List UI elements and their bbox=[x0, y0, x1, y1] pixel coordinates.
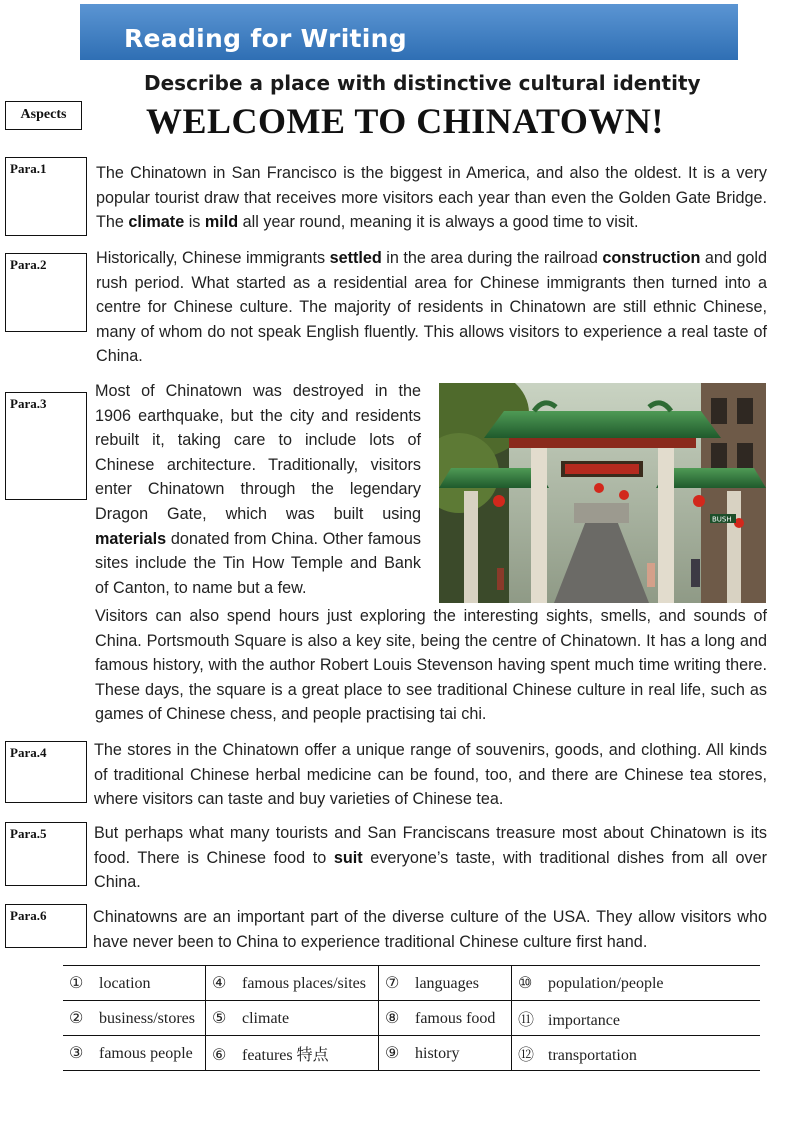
aspect-cell: ⑧ famous food bbox=[379, 1001, 512, 1036]
para-label-1: Para.1 bbox=[10, 161, 47, 176]
paragraph-3: Most of Chinatown was destroyed in the 1906 earthquake, but the city and residents rebuilt it, taking care to include lots of Chinese architecture. Traditionally, visitors enter Chinatown through the legendary Dragon Gate, which was built using materials donated from China. Other famous sites include the Tin How Temple and Bank of Canton, to name but a few. bbox=[95, 382, 421, 597]
para-label-4: Para.4 bbox=[10, 745, 47, 760]
paragraph-6: Chinatowns are an important part of the diverse culture of the USA. They allow visitors who have never been to China to experience traditional Chinese culture first hand. bbox=[93, 908, 767, 951]
aspect-cell: ⑦ languages bbox=[379, 966, 512, 1001]
aspects-table bbox=[63, 965, 760, 1071]
table-row bbox=[63, 1036, 760, 1071]
para-label-6: Para.6 bbox=[10, 908, 47, 923]
paragraph-1: The Chinatown in San Francisco is the biggest in America, and also the oldest. It is a very popular tourist draw that receives more visitors each year than even the Golden Gate Bridge. The climate is mild all year round, meaning it is always a good time to visit. bbox=[96, 164, 767, 232]
para-box-1[interactable] bbox=[5, 157, 87, 236]
paragraph-5: But perhaps what many tourists and San Franciscans treasure most about Chinatown is its food. There is Chinese food to suit everyone’s taste, with traditional dishes from all over China. bbox=[94, 824, 767, 892]
page-title: WELCOME TO CHINATOWN! bbox=[146, 101, 664, 141]
aspect-cell: ② business/stores bbox=[63, 1001, 206, 1036]
table-row bbox=[63, 966, 760, 1001]
aspect-cell: ④ famous places/sites bbox=[206, 966, 379, 1001]
para-box-6[interactable] bbox=[5, 904, 87, 948]
aspect-cell: ⑨ history bbox=[379, 1036, 512, 1071]
para-label-2: Para.2 bbox=[10, 257, 47, 272]
section-banner bbox=[80, 4, 738, 60]
para-box-3[interactable] bbox=[5, 392, 87, 500]
aspect-cell: ⑪ importance bbox=[512, 1001, 761, 1036]
aspect-cell: ⑫ transportation bbox=[512, 1036, 761, 1071]
aspect-cell: ① location bbox=[63, 966, 206, 1001]
para-box-5[interactable] bbox=[5, 822, 87, 886]
para-box-2[interactable] bbox=[5, 253, 87, 332]
paragraph-3-continued: Visitors can also spend hours just exploring the interesting sights, smells, and sounds of China. Portsmouth Square is also a key site, being the centre of Chinatown. It has a long and famous history, with the author Robert Louis Stevenson having spent much time writing there. These days, the square is a great place to see traditional Chinese culture in real life, such as games of Chinese chess, and people practising tai chi. bbox=[95, 607, 767, 724]
aspect-cell: ⑥ features 特点 bbox=[206, 1036, 379, 1071]
street-sign-text: BUSH bbox=[712, 515, 732, 524]
page-subtitle: Describe a place with distinctive cultural identity bbox=[144, 71, 701, 95]
dragon-gate-photo bbox=[439, 383, 766, 603]
table-row bbox=[63, 1001, 760, 1036]
aspect-cell: ③ famous people bbox=[63, 1036, 206, 1071]
para-label-3: Para.3 bbox=[10, 396, 47, 411]
aspects-label-box bbox=[5, 101, 82, 130]
paragraph-4: The stores in the Chinatown offer a unique range of souvenirs, goods, and clothing. All kinds of traditional Chinese herbal medicine can be found, too, and there are Chinese tea stores, where visitors can taste and buy varieties of Chinese tea. bbox=[94, 741, 767, 809]
para-box-4[interactable] bbox=[5, 741, 87, 803]
para-label-5: Para.5 bbox=[10, 826, 47, 841]
aspects-label: Aspects bbox=[20, 107, 67, 122]
banner-title: Reading for Writing bbox=[124, 24, 407, 53]
aspect-cell: ⑤ climate bbox=[206, 1001, 379, 1036]
aspect-cell: ⑩ population/people bbox=[512, 966, 761, 1001]
paragraph-2: Historically, Chinese immigrants settled in the area during the railroad construction and gold rush period. What started as a residential area for Chinese immigrants then turned into a centre for Chinese culture. The majority of residents in Chinatown are still ethnic Chinese, many of whom do not speak English fluently. This allows visitors to experience a real taste of China. bbox=[96, 249, 768, 366]
